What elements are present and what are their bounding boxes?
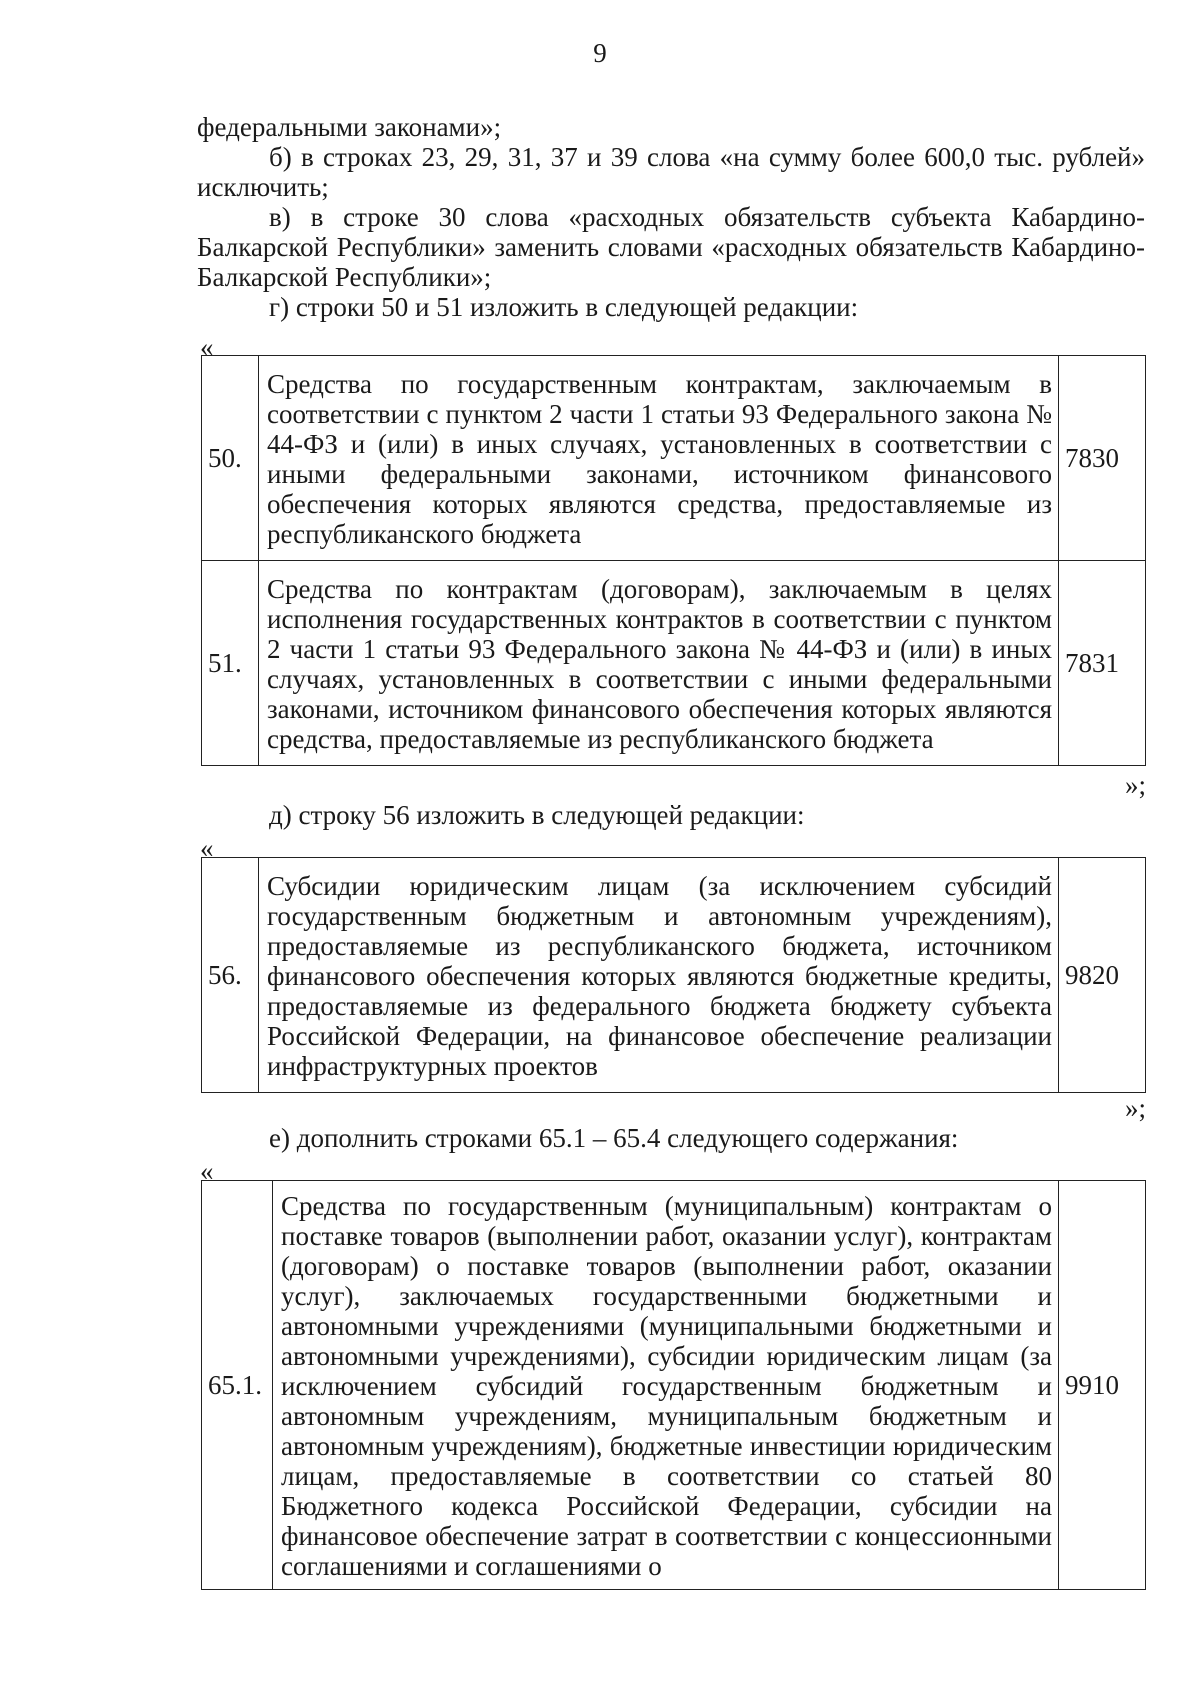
row-number: 51.: [202, 561, 259, 766]
table-rows-50-51: [201, 355, 1146, 766]
row-description: Субсидии юридическим лицам (за исключением субсидий государственным бюджетным и автономным учреждениям), предоставляемые из республиканского бюджета, источником финансового обеспечения которых являются бюджетные кредиты, предоставляемые из федерального бюджета бюджету субъекта Российской Федерации, на финансовое обеспечение реализации инфраструктурных проектов: [259, 858, 1059, 1093]
opening-quote: «: [200, 833, 214, 863]
table-row: [202, 561, 1146, 766]
row-description: Средства по контрактам (договорам), заключаемым в целях исполнения государственных контрактов в соответствии с пунктом 2 части 1 статьи 93 Федерального закона № 44-ФЗ и (или) в иных случаях, установленных в соответствии с иными федеральными законами, источником финансового обеспечения которых являются средства, предоставляемые из республиканского бюджета: [259, 561, 1059, 766]
page-number: 9: [593, 38, 607, 68]
row-code: 7831: [1059, 561, 1146, 766]
table-row-65-1: [201, 1180, 1146, 1590]
opening-quote: «: [200, 1156, 214, 1186]
item-g-paragraph: г) строки 50 и 51 изложить в следующей редакции:: [269, 292, 859, 322]
row-code: 9820: [1059, 858, 1146, 1093]
item-v-paragraph: в) в строке 30 слова «расходных обязательств субъекта Кабардино-Балкарской Республики» заменить словами «расходных обязательств Кабардино-Балкарской Республики»;: [197, 202, 1145, 292]
row-number: 50.: [202, 356, 259, 561]
closing-quote: »;: [1124, 770, 1146, 800]
row-number: 56.: [202, 858, 259, 1093]
table-row: [202, 858, 1146, 1093]
row-description: Средства по государственным (муниципальным) контрактам о поставке товаров (выполнении работ, оказании услуг), контрактам (договорам) о поставке товаров (выполнении работ, оказании услуг), заключаемых государственными бюджетными и автономными учреждениями (муниципальными бюджетными и автономными учреждениями), субсидии юридическим лицам (за исключением субсидий государственным бюджетным и автономным учреждениям, муниципальным бюджетным и автономным учреждениям), бюджетные инвестиции юридическим лицам, предоставляемые в соответствии со статьей 80 Бюджетного кодекса Российской Федерации, субсидии на финансовое обеспечение затрат в соответствии с концессионными соглашениями и соглашениями о: [273, 1181, 1059, 1590]
intro-section: [197, 112, 1145, 322]
continuation-line: федеральными законами»;: [197, 112, 502, 142]
table-row: [202, 1181, 1146, 1590]
item-d-paragraph: д) строку 56 изложить в следующей редакции:: [269, 800, 805, 830]
item-b-paragraph: б) в строках 23, 29, 31, 37 и 39 слова «на сумму более 600,0 тыс. рублей» исключить;: [197, 142, 1145, 202]
table-row: [202, 356, 1146, 561]
row-description: Средства по государственным контрактам, заключаемым в соответствии с пунктом 2 части 1 статьи 93 Федерального закона № 44-ФЗ и (или) в иных случаях, установленных в соответствии с иными федеральными законами, источником финансового обеспечения которых являются средства, предоставляемые из республиканского бюджета: [259, 356, 1059, 561]
table-row-56: [201, 857, 1146, 1093]
row-code: 9910: [1059, 1181, 1146, 1590]
row-number: 65.1.: [202, 1181, 273, 1590]
row-code: 7830: [1059, 356, 1146, 561]
item-e-paragraph: е) дополнить строками 65.1 – 65.4 следующего содержания:: [269, 1123, 959, 1153]
closing-quote: »;: [1124, 1093, 1146, 1123]
opening-quote: «: [200, 332, 214, 362]
